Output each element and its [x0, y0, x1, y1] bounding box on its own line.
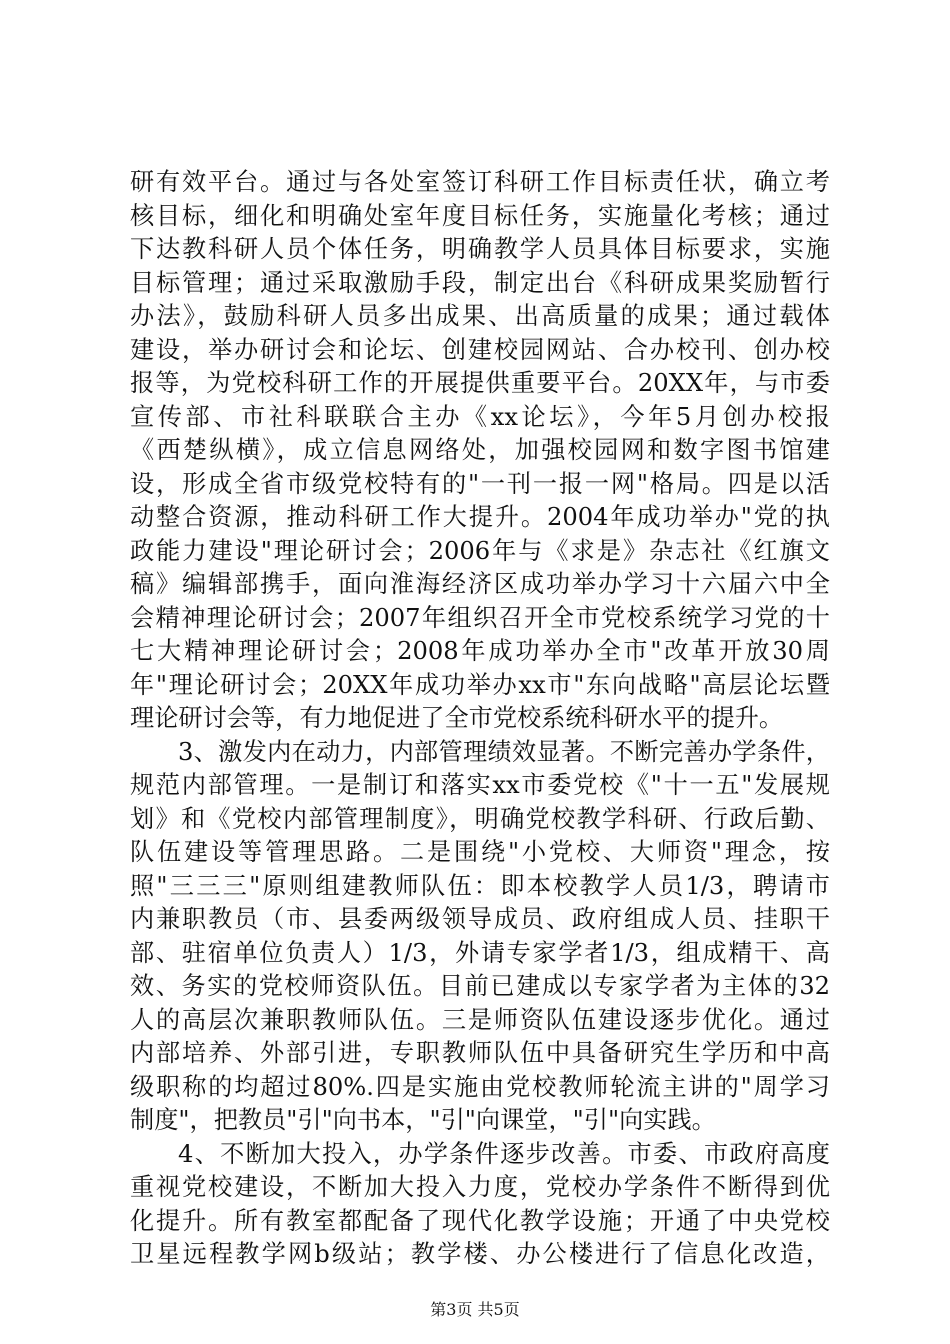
- text-line: 内部培养、外部引进，专职教师队伍中具备研究生学历和中高: [130, 1039, 830, 1067]
- text-line: 政能力建设"理论研讨会；2006年与《求是》杂志社《红旗文: [130, 536, 830, 565]
- text-line: 报等，为党校科研工作的开展提供重要平台。20XX年，与市委: [130, 369, 830, 397]
- text-line: 化提升。所有教室都配备了现代化教学设施；开通了中央党校: [130, 1206, 830, 1235]
- paragraph-end-line: 理论研讨会等，有力地促进了全市党校系统科研水平的提升。: [130, 704, 784, 732]
- text-line: 卫星远程教学网b级站；教学楼、办公楼进行了信息化改造，: [130, 1240, 830, 1268]
- text-line: 年"理论研讨会；20XX年成功举办xx市"东向战略"高层论坛暨: [130, 670, 830, 699]
- text-line: 七大精神理论研讨会；2008年成功举办全市"改革开放30周: [130, 637, 830, 665]
- paragraph-end-line: 制度"，把教员"引"向书本，"引"向课堂，"引"向实践。: [130, 1106, 716, 1134]
- text-line: 规范内部管理。一是制订和落实xx市委党校《"十一五"发展规: [130, 771, 830, 799]
- text-line: 办法》，鼓励科研人员多出成果、出高质量的成果；通过载体: [130, 302, 830, 330]
- text-line: 下达教科研人员个体任务，明确教学人员具体目标要求，实施: [130, 235, 830, 263]
- text-line: 人的高层次兼职教师队伍。三是师资队伍建设逐步优化。通过: [130, 1005, 830, 1034]
- text-line: 级职称的均超过80%.四是实施由党校教师轮流主讲的"周学习: [130, 1072, 830, 1101]
- document-body: [130, 166, 830, 1272]
- paragraph-start-line: 4、不断加大投入，办学条件逐步改善。市委、市政府高度: [178, 1139, 830, 1168]
- text-line: 核目标，细化和明确处室年度目标任务，实施量化考核；通过: [130, 201, 830, 230]
- text-line: 重视党校建设，不断加大投入力度，党校办学条件不断得到优: [130, 1173, 830, 1201]
- text-line: 效、务实的党校师资队伍。目前已建成以专家学者为主体的32: [130, 972, 830, 1000]
- text-line: 研有效平台。通过与各处室签订科研工作目标责任状，确立考: [130, 168, 830, 196]
- text-line: 动整合资源，推动科研工作大提升。2004年成功举办"党的执: [130, 503, 830, 531]
- text-line: 建设，举办研讨会和论坛、创建校园网站、合办校刊、创办校: [130, 335, 830, 364]
- paragraph-start-line: 3、激发内在动力，内部管理绩效显著。不断完善办学条件，: [178, 737, 830, 766]
- text-line: 目标管理；通过采取激励手段，制定出台《科研成果奖励暂行: [130, 268, 830, 297]
- text-line: 会精神理论研讨会；2007年组织召开全市党校系统学习党的十: [130, 603, 830, 632]
- text-line: 队伍建设等管理思路。二是围绕"小党校、大师资"理念，按: [130, 838, 830, 866]
- text-line: 划》和《党校内部管理制度》，明确党校教学科研、行政后勤、: [130, 804, 830, 833]
- text-line: 设，形成全省市级党校特有的"一刊一报一网"格局。四是以活: [130, 469, 830, 498]
- page-number-footer: 第3页 共5页: [430, 1300, 520, 1319]
- text-line: 内兼职教员（市、县委两级领导成员、政府组成人员、挂职干: [130, 905, 830, 933]
- text-line: 照"三三三"原则组建教师队伍：即本校教学人员1/3，聘请市: [130, 871, 830, 900]
- text-line: 部、驻宿单位负责人）1/3，外请专家学者1/3，组成精干、高: [130, 938, 830, 967]
- text-line: 稿》编辑部携手，面向淮海经济区成功举办学习十六届六中全: [130, 570, 830, 598]
- text-line: 《西楚纵横》，成立信息网络处，加强校园网和数字图书馆建: [130, 436, 830, 464]
- text-line: 宣传部、市社科联联合主办《xx论坛》，今年5月创办校报: [130, 402, 830, 431]
